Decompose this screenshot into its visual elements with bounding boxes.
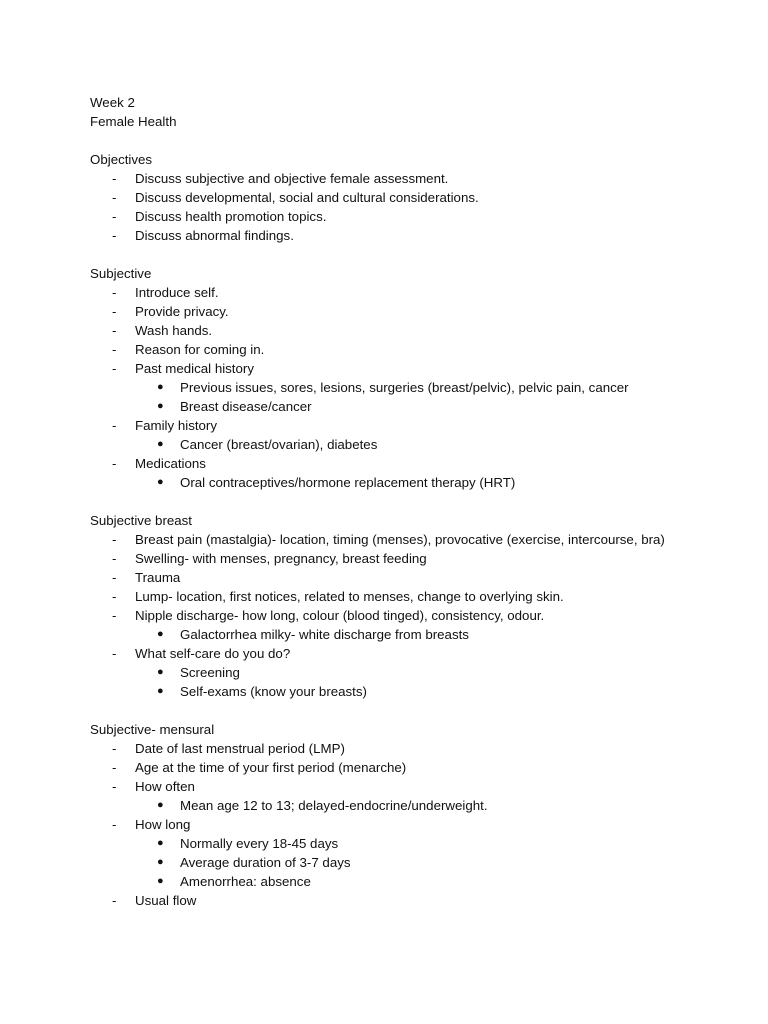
list-item <box>90 587 680 606</box>
list-item <box>90 549 680 568</box>
list-item-text: Trauma <box>135 570 181 585</box>
list-item <box>90 606 680 625</box>
sub-list-item-text: Oral contraceptives/hormone replacement therapy (HRT) <box>180 475 516 490</box>
list-item <box>90 340 680 359</box>
dash-marker: - <box>112 285 117 300</box>
bullet-icon: ● <box>157 666 164 678</box>
dash-marker: - <box>112 893 117 908</box>
bullet-icon: ● <box>157 438 164 450</box>
list-item-text: Medications <box>135 456 206 471</box>
list-item-text: What self-care do you do? <box>135 646 291 661</box>
sub-list-item <box>90 682 680 701</box>
list-item <box>90 283 680 302</box>
bullet-icon: ● <box>157 476 164 488</box>
bullet-icon: ● <box>157 856 164 868</box>
list-item <box>90 454 680 473</box>
sub-list-item <box>90 625 680 644</box>
list-item <box>90 302 680 321</box>
list-item <box>90 568 680 587</box>
dash-marker: - <box>112 817 117 832</box>
dash-marker: - <box>112 304 117 319</box>
list-item <box>90 169 680 188</box>
dash-marker: - <box>112 779 117 794</box>
list-item-text: Wash hands. <box>135 323 213 338</box>
dash-marker: - <box>112 551 117 566</box>
list-item-text: Introduce self. <box>135 285 219 300</box>
section-heading: Subjective <box>90 266 152 281</box>
dash-marker: - <box>112 608 117 623</box>
list-item-text: How often <box>135 779 195 794</box>
dash-marker: - <box>112 323 117 338</box>
section-heading: Subjective breast <box>90 513 192 528</box>
dash-marker: - <box>112 741 117 756</box>
bullet-icon: ● <box>157 381 164 393</box>
sub-list-item <box>90 435 680 454</box>
sub-list-item-text: Galactorrhea milky- white discharge from breasts <box>180 627 469 642</box>
list-item-text: Breast pain (mastalgia)- location, timing (menses), provocative (exercise, intercourse, bra) <box>135 532 665 547</box>
bullet-icon: ● <box>157 837 164 849</box>
sub-list-item-text: Cancer (breast/ovarian), diabetes <box>180 437 378 452</box>
sub-list-item <box>90 796 680 815</box>
dash-marker: - <box>112 456 117 471</box>
list-item <box>90 644 680 663</box>
bullet-icon: ● <box>157 628 164 640</box>
dash-marker: - <box>112 589 117 604</box>
list-item-text: Provide privacy. <box>135 304 229 319</box>
dash-marker: - <box>112 361 117 376</box>
section-heading: Subjective- mensural <box>90 722 215 737</box>
list-item-text: Family history <box>135 418 218 433</box>
dash-marker: - <box>112 342 117 357</box>
bullet-icon: ● <box>157 400 164 412</box>
sub-list-item-text: Average duration of 3-7 days <box>180 855 351 870</box>
list-item <box>90 815 680 834</box>
list-item-text: Discuss subjective and objective female assessment. <box>135 171 449 186</box>
sub-list-item-text: Amenorrhea: absence <box>180 874 311 889</box>
sub-list-item-text: Self-exams (know your breasts) <box>180 684 367 699</box>
list-item-text: Date of last menstrual period (LMP) <box>135 741 345 756</box>
topic-title: Female Health <box>90 114 177 129</box>
list-item-text: Usual flow <box>135 893 197 908</box>
list-item <box>90 891 680 910</box>
list-item <box>90 359 680 378</box>
dash-marker: - <box>112 209 117 224</box>
bullet-icon: ● <box>157 685 164 697</box>
sub-list-item-text: Breast disease/cancer <box>180 399 312 414</box>
sub-list-item <box>90 853 680 872</box>
sub-list-item-text: Normally every 18-45 days <box>180 836 339 851</box>
list-item-text: How long <box>135 817 191 832</box>
list-item-text: Past medical history <box>135 361 254 376</box>
dash-marker: - <box>112 760 117 775</box>
list-item <box>90 321 680 340</box>
sub-list-item <box>90 378 680 397</box>
dash-marker: - <box>112 418 117 433</box>
list-item <box>90 739 680 758</box>
list-item <box>90 207 680 226</box>
list-item-text: Discuss developmental, social and cultural considerations. <box>135 190 479 205</box>
list-item <box>90 416 680 435</box>
dash-marker: - <box>112 228 117 243</box>
blank-line <box>90 245 680 264</box>
sub-list-item <box>90 663 680 682</box>
list-item-text: Discuss health promotion topics. <box>135 209 327 224</box>
list-item <box>90 530 680 549</box>
sub-list-item <box>90 834 680 853</box>
section-heading: Objectives <box>90 152 153 167</box>
list-item-text: Age at the time of your first period (menarche) <box>135 760 407 775</box>
list-item <box>90 758 680 777</box>
list-item <box>90 188 680 207</box>
blank-line <box>90 492 680 511</box>
document-body <box>90 131 680 910</box>
dash-marker: - <box>112 570 117 585</box>
blank-line <box>90 131 680 150</box>
sub-list-item-text: Previous issues, sores, lesions, surgeries (breast/pelvic), pelvic pain, cancer <box>180 380 629 395</box>
sub-list-item <box>90 473 680 492</box>
blank-line <box>90 701 680 720</box>
sub-list-item-text: Mean age 12 to 13; delayed-endocrine/underweight. <box>180 798 488 813</box>
document-page <box>90 93 680 910</box>
list-item <box>90 777 680 796</box>
list-item-text: Swelling- with menses, pregnancy, breast feeding <box>135 551 427 566</box>
list-item-text: Nipple discharge- how long, colour (blood tinged), consistency, odour. <box>135 608 545 623</box>
sub-list-item <box>90 397 680 416</box>
bullet-icon: ● <box>157 875 164 887</box>
week-title: Week 2 <box>90 95 135 110</box>
dash-marker: - <box>112 646 117 661</box>
dash-marker: - <box>112 171 117 186</box>
list-item-text: Lump- location, first notices, related to menses, change to overlying skin. <box>135 589 564 604</box>
sub-list-item-text: Screening <box>180 665 240 680</box>
list-item <box>90 226 680 245</box>
dash-marker: - <box>112 190 117 205</box>
list-item-text: Reason for coming in. <box>135 342 265 357</box>
list-item-text: Discuss abnormal findings. <box>135 228 294 243</box>
bullet-icon: ● <box>157 799 164 811</box>
sub-list-item <box>90 872 680 891</box>
dash-marker: - <box>112 532 117 547</box>
